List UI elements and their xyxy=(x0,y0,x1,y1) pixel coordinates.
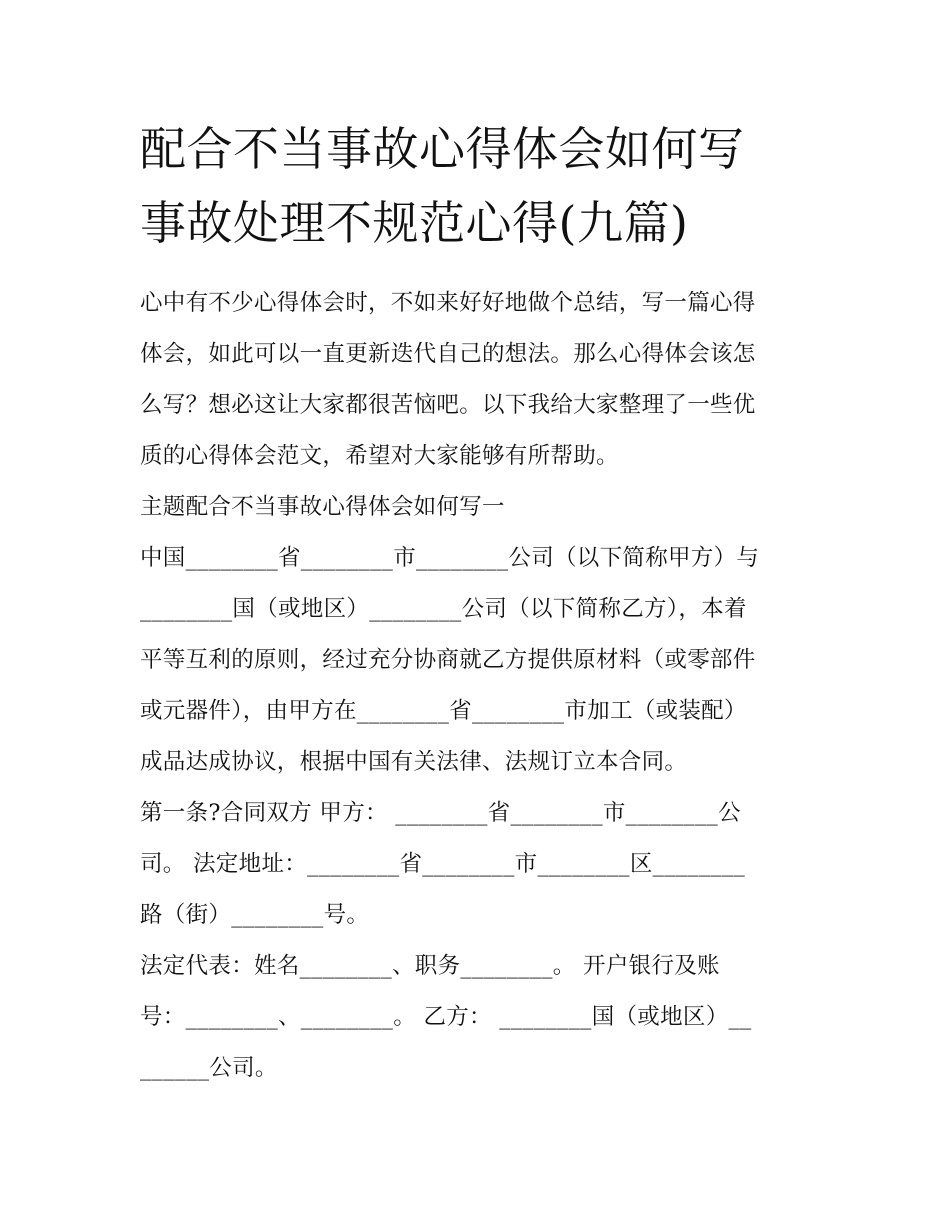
document-body xyxy=(140,278,840,1094)
article-line: 司。 法定地址：________省________市________区________ xyxy=(140,851,746,877)
section-heading: 主题配合不当事故心得体会如何写一 xyxy=(140,494,505,520)
article-one-paragraph xyxy=(140,788,840,941)
contract-line: 成品达成协议，根据中国有关法律、法规订立本合同。 xyxy=(140,749,688,775)
representative-line: 法定代表：姓名________、职务________。 开户银行及账 xyxy=(140,953,720,979)
contract-line: 中国________省________市________公司（以下简称甲方）与 xyxy=(140,545,760,571)
article-line: 路（街）________号。 xyxy=(140,902,370,928)
representative-paragraph xyxy=(140,941,840,1094)
contract-paragraph xyxy=(140,533,840,788)
document-title xyxy=(140,112,840,260)
intro-line: 心中有不少心得体会时，不如来好好地做个总结，写一篇心得 xyxy=(140,290,756,316)
intro-line: 体会，如此可以一直更新迭代自己的想法。那么心得体会该怎 xyxy=(140,341,756,367)
representative-line: 号：________、________。 乙方： ________国（或地区）__ xyxy=(140,1004,752,1030)
title-line-1: 配合不当事故心得体会如何写 xyxy=(140,122,745,176)
intro-line: 么写？想必这让大家都很苦恼吧。以下我给大家整理了一些优 xyxy=(140,392,756,418)
intro-paragraph xyxy=(140,278,840,482)
article-line: 第一条?合同双方 甲方： ________省________市________公 xyxy=(140,800,741,826)
representative-line: ______公司。 xyxy=(140,1055,278,1081)
intro-line: 质的心得体会范文，希望对大家能够有所帮助。 xyxy=(140,443,619,469)
contract-line: 平等互利的原则，经过充分协商就乙方提供原材料（或零部件 xyxy=(140,647,756,673)
contract-line: 或元器件），由甲方在________省________市加工（或装配） xyxy=(140,698,747,724)
contract-line: ________国（或地区）________公司（以下简称乙方），本着 xyxy=(140,596,747,622)
title-line-2: 事故处理不规范心得(九篇) xyxy=(140,196,689,250)
